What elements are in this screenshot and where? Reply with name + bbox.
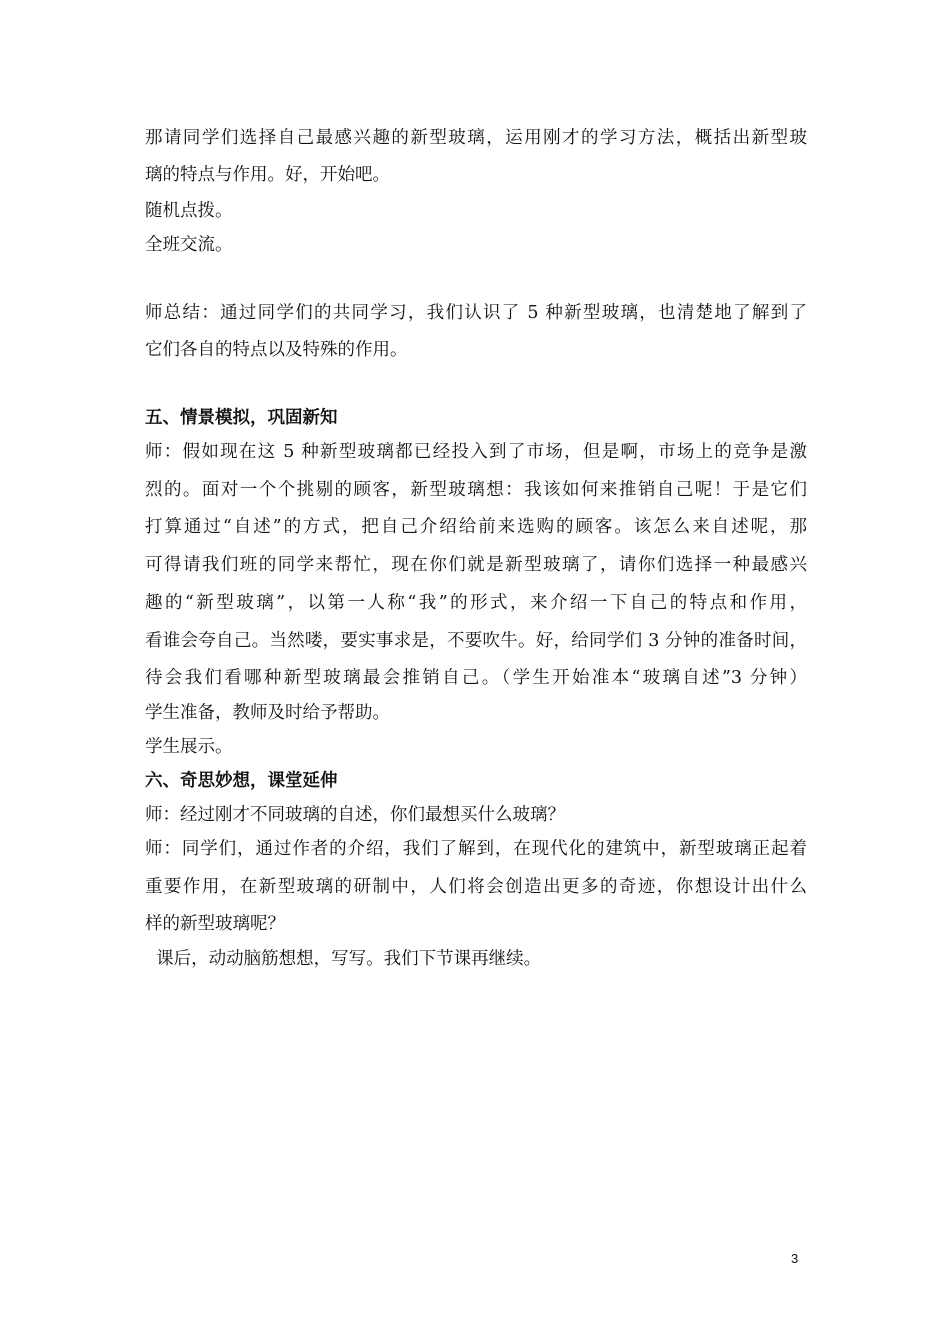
body-text: 重要作用，在新型玻璃的研制中，人们将会创造出更多的奇迹，你想设计出什么 (145, 877, 807, 897)
body-text: 璃的特点与作用。好，开始吧。 (145, 165, 390, 185)
body-text: 打算通过“自述”的方式，把自己介绍给前来选购的顾客。该怎么来自述呢，那 (145, 517, 807, 537)
body-text: 全班交流。 (145, 235, 233, 255)
body-text: 师：经过刚才不同玻璃的自述，你们最想买什么玻璃？ (145, 805, 565, 825)
page-number: 3 (791, 1251, 799, 1266)
body-text: 看谁会夸自己。当然喽，要实事求是，不要吹牛。好，给同学们 3 分钟的准备时间， (145, 631, 807, 651)
body-text: 学生展示。 (145, 737, 233, 757)
closing-text: 课后，动动脑筋想想，写写。我们下节课再继续。 (145, 949, 542, 969)
teacher-summary: 师总结：通过同学们的共同学习，我们认识了 5 种新型玻璃，也清楚地了解到了 (145, 303, 807, 323)
body-text: 样的新型玻璃呢？ (145, 914, 285, 934)
body-text: 师：同学们，通过作者的介绍，我们了解到，在现代化的建筑中，新型玻璃正起着 (145, 839, 807, 859)
body-text: 那请同学们选择自己最感兴趣的新型玻璃，运用刚才的学习方法，概括出新型玻 (145, 128, 807, 148)
body-text: 可得请我们班的同学来帮忙，现在你们就是新型玻璃了，请你们选择一种最感兴 (145, 555, 807, 575)
body-text: 学生准备，教师及时给予帮助。 (145, 703, 390, 723)
teacher-summary: 它们各自的特点以及特殊的作用。 (145, 340, 408, 360)
body-text: 烈的。面对一个个挑剔的顾客，新型玻璃想：我该如何来推销自己呢！于是它们 (145, 480, 807, 500)
body-text: 趣的“新型玻璃”，以第一人称“我”的形式，来介绍一下自己的特点和作用， (145, 593, 807, 613)
section-heading-5: 五、情景模拟，巩固新知 (145, 408, 338, 428)
section-heading-6: 六、奇思妙想，课堂延伸 (145, 771, 338, 791)
body-text: 师：假如现在这 5 种新型玻璃都已经投入到了市场，但是啊，市场上的竞争是激 (145, 442, 807, 462)
body-text: 随机点拨。 (145, 201, 233, 221)
body-text: 待会我们看哪种新型玻璃最会推销自己。（学生开始准本“玻璃自述”3 分钟） (145, 668, 807, 688)
